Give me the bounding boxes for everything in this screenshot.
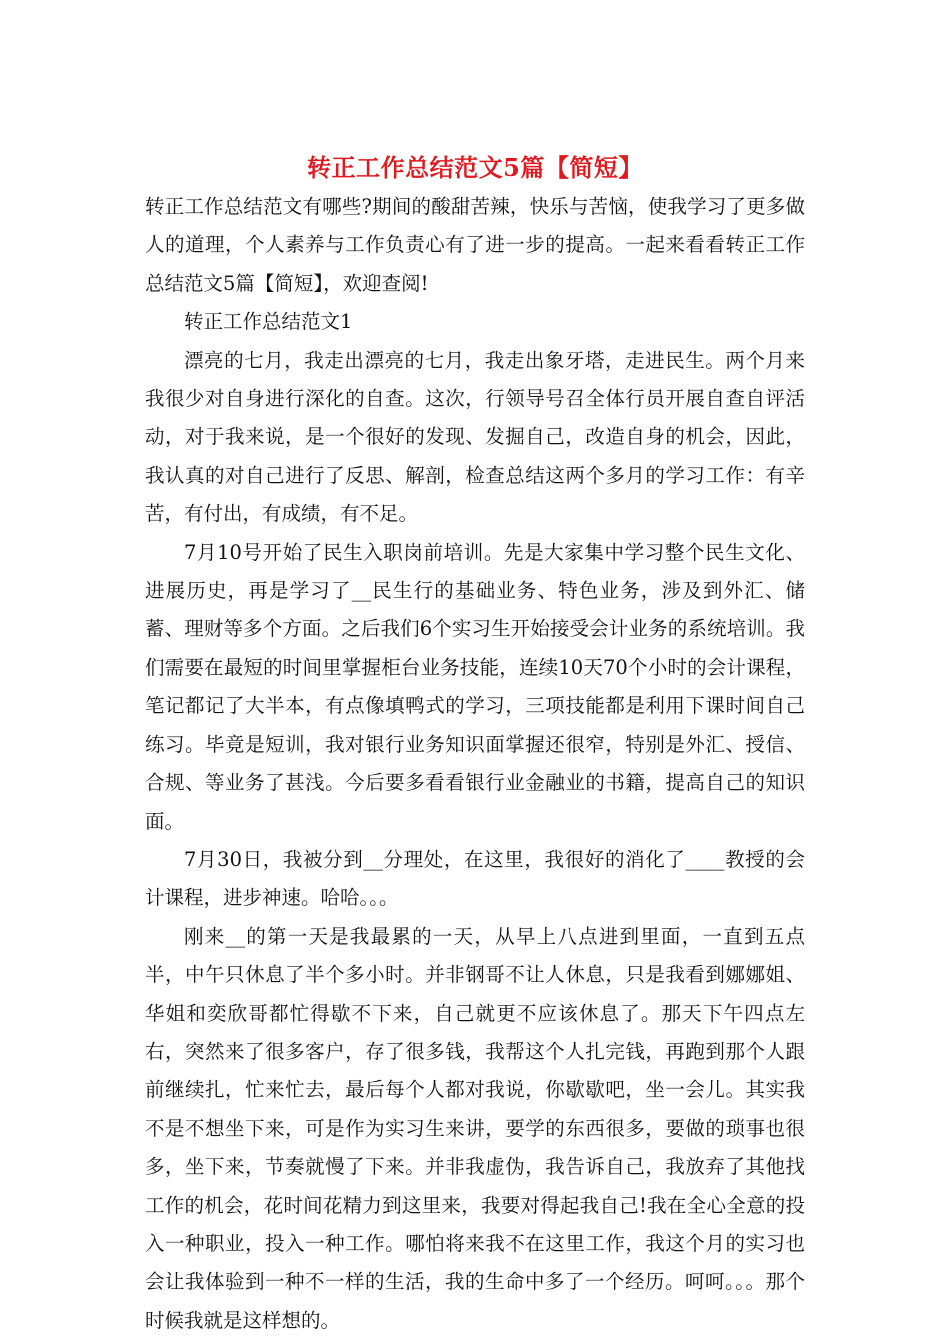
document-page [145, 150, 805, 1340]
intro-paragraph: 转正工作总结范文有哪些?期间的酸甜苦辣，快乐与苦恼，使我学习了更多做人的道理，个人素养与工作负责心有了进一步的提高。一起来看看转正工作总结范文5篇【简短】，欢迎查阅! [145, 195, 805, 295]
section-heading: 转正工作总结范文1 [184, 310, 353, 334]
body-paragraph: 7月10号开始了民生入职岗前培训。先是大家集中学习整个民生文化、进展历史，再是学习了__民生行的基础业务、特色业务，涉及到外汇、储蓄、理财等多个方面。之后我们6个实习生开始接受会计业务的系统培训。我们需要在最短的时间里掌握柜台业务技能，连续10天70个小时的会计课程，笔记都记了大半本，有点像填鸭式的学习，三项技能都是利用下课时间自己练习。毕竟是短训，我对银行业务知识面掌握还很窄，特别是外汇、授信、合规、等业务了甚浅。今后要多看看银行业金融业的书籍，提高自己的知识面。 [145, 540, 805, 833]
document-title: 转正工作总结范文5篇【简短】 [307, 153, 643, 182]
body-paragraph: 刚来__的第一天是我最累的一天，从早上八点进到里面，一直到五点半，中午只休息了半个多小时。并非钢哥不让人休息，只是我看到娜娜姐、华姐和奕欣哥都忙得歇不下来，自己就更不应该休息了。那天下午四点左右，突然来了很多客户，存了很多钱，我帮这个人扎完钱，再跑到那个人跟前继续扎，忙来忙去，最后每个人都对我说，你歇歇吧，坐一会儿。其实我不是不想坐下来，可是作为实习生来讲，要学的东西很多，要做的琐事也很多，坐下来，节奏就慢了下来。并非我虚伪，我告诉自己，我放弃了其他找工作的机会，花时间花精力到这里来，我要对得起我自己!我在全心全意的投入一种职业，投入一种工作。哪怕将来我不在这里工作，我这个月的实习也会让我体验到一种不一样的生活，我的生命中多了一个经历。呵呵。。。那个时候我就是这样想的。 [145, 924, 805, 1332]
body-paragraph: 7月30日，我被分到__分理处，在这里，我很好的消化了____教授的会计课程，进步神速。哈哈。。。 [145, 847, 805, 910]
body-paragraph: 漂亮的七月，我走出漂亮的七月，我走出象牙塔，走进民生。两个月来我很少对自身进行深化的自查。这次，行领导号召全体行员开展自查自评活动，对于我来说，是一个很好的发现、发掘自己，改造自身的机会，因此，我认真的对自己进行了反思、解剖，检查总结这两个多月的学习工作：有辛苦，有付出，有成绩，有不足。 [145, 348, 805, 526]
